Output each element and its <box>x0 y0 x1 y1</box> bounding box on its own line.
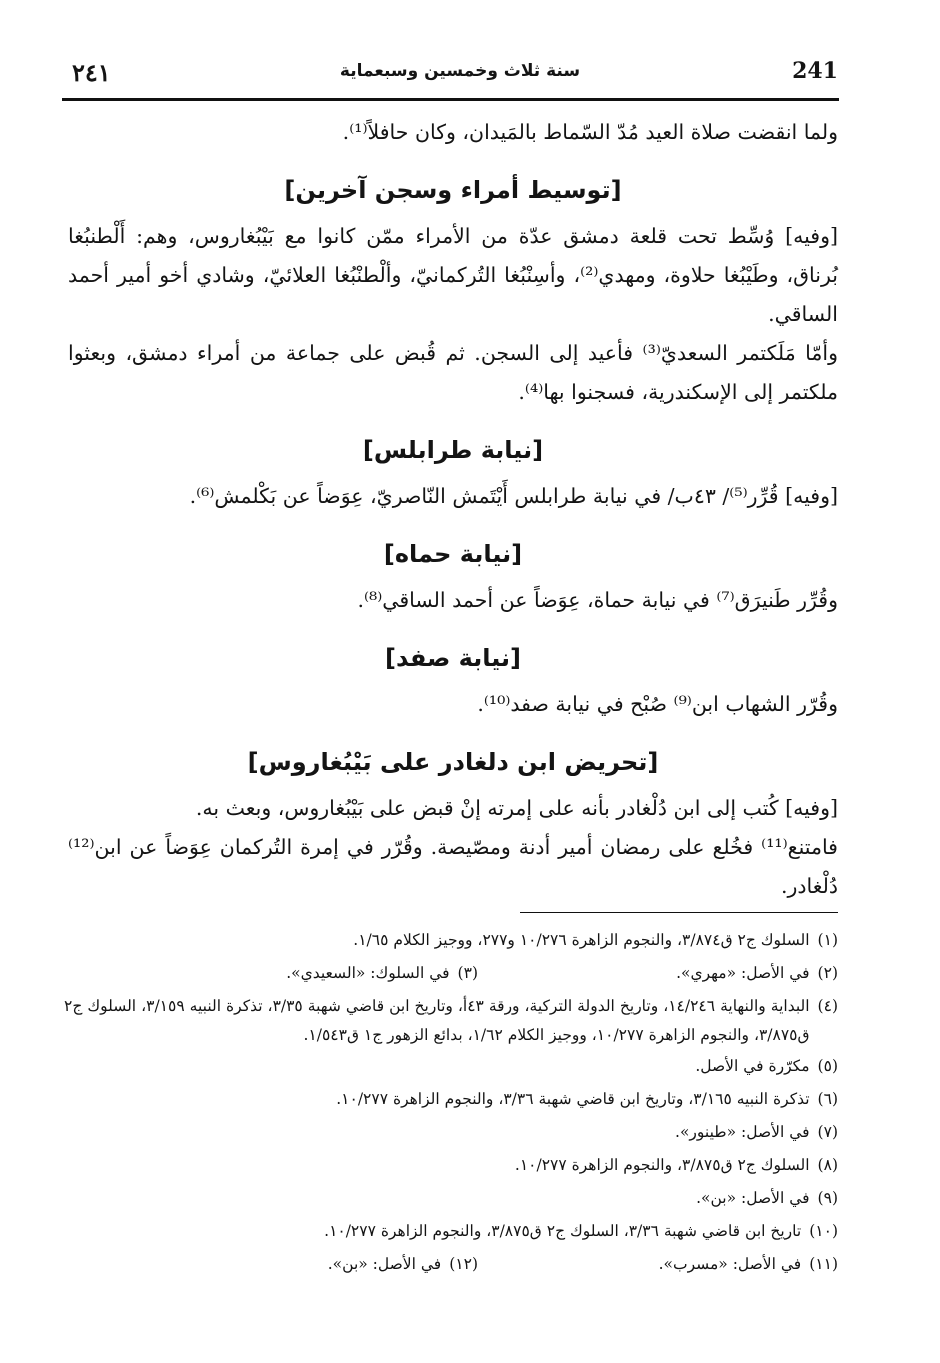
section-heading: [نيابة صفد] <box>384 644 521 672</box>
footnote <box>478 1248 838 1281</box>
footnote-text: السلوك ج٢ ق٣/٨٧٤، والنجوم الزاهرة ١٠/٢٧٦ و٢٧٧، ووجيز الكلام ١/٦٥. <box>353 931 810 949</box>
footnote <box>64 1050 838 1083</box>
footnote-text: في السلوك: «السعيدي». <box>286 964 450 982</box>
footnote-number: (٧) <box>817 1123 838 1141</box>
footnote <box>64 1182 838 1215</box>
footnote-number: (٣) <box>457 964 478 982</box>
main-text <box>68 108 838 906</box>
footnote <box>64 924 838 957</box>
page-number-arabic: ٢٤١ <box>72 58 111 87</box>
footnote-row <box>64 957 838 990</box>
paragraph: [وفيه] كُتب إلى ابن دُلْغادر بأنه على إمرته إنْ قبض على بَيْبُغاروس، وبعث به. <box>195 796 838 820</box>
footnote-text: في الأصل: «مسرب». <box>658 1255 802 1273</box>
footnote-number: (١٢) <box>449 1255 478 1273</box>
footnote-text: مكرّرة في الأصل. <box>695 1057 810 1075</box>
opening-paragraph: ولما انقضت صلاة العيد مُدّ السّماط بالمَيدان، وكان حافلاً⁽¹⁾. <box>342 120 838 144</box>
footnote-text: البداية والنهاية ١٤/٢٤٦، وتاريخ الدولة التركية، ورقة ٤٣أ، وتاريخ ابن قاضي شهبة ٣/٣٥، تذكرة النبيه ٣/١٥٩، السلوك ج٢ ق٣/٨٧٥، والنجوم الزاهرة ١٠/٢٧٧، ووجيز الكلام ١/٦٢، بدائع الزهور ج١ ق١/٥٤٣. <box>64 997 810 1044</box>
footnote <box>64 990 838 1050</box>
footnote-number: (٤) <box>817 997 838 1015</box>
footnote-text: تاريخ ابن قاضي شهبة ٣/٣٦، السلوك ج٢ ق٣/٨٧٥، والنجوم الزاهرة ١٠/٢٧٧. <box>324 1222 802 1240</box>
footnote-number: (٥) <box>817 1057 838 1075</box>
header-rule <box>62 98 839 101</box>
section-heading: [تحريض ابن دلغادر على بَيْبُغاروس] <box>247 748 659 776</box>
footnote-number: (٩) <box>817 1189 838 1207</box>
footnote-number: (٢) <box>817 964 838 982</box>
page-number-latin: 241 <box>792 58 838 84</box>
footnote-text: في الأصل: «بن». <box>327 1255 442 1273</box>
footnote-number: (١) <box>817 931 838 949</box>
footnote-text: السلوك ج٢ ق٣/٨٧٥، والنجوم الزاهرة ١٠/٢٧٧. <box>514 1156 810 1174</box>
footnote-text: في الأصل: «بن». <box>696 1189 810 1207</box>
paragraph: [وفيه] قُرِّر⁽⁵⁾/ ٤٣ب/ في نيابة طرابلس أَيْتَمش النّاصريّ، عِوَضاً عن بَكْلمش⁽⁶⁾. <box>189 484 838 508</box>
footnote <box>64 1149 838 1182</box>
footnote-text: في الأصل: «مهري». <box>676 964 810 982</box>
footnote <box>64 1116 838 1149</box>
running-title: سنة ثلاث وخمسين وسبعماية <box>339 61 581 81</box>
paragraph: وقُرِّر طَنيرَق⁽⁷⁾ في نيابة حماة، عِوَضاً عن أحمد الساقي⁽⁸⁾. <box>357 588 838 612</box>
footnote-number: (١١) <box>809 1255 838 1273</box>
footnote <box>478 957 838 990</box>
footnote-number: (٦) <box>817 1090 838 1108</box>
footnote <box>118 1248 478 1281</box>
footnote-text: في الأصل: «طينور». <box>675 1123 810 1141</box>
paragraph: وقُرّر الشهاب ابن⁽⁹⁾ صُبْح في نيابة صفد⁽¹⁰⁾. <box>477 692 838 716</box>
paragraph: وأمّا مَلَكتمر السعديّ⁽³⁾ فأعيد إلى السجن. ثم قُبض على جماعة من أمراء دمشق، وبعثوا ملكتمر إلى الإسكندرية، فسجنوا بها⁽⁴⁾. <box>68 341 838 404</box>
footnote-number: (٨) <box>817 1156 838 1174</box>
footnote-row <box>64 1248 838 1281</box>
footnote-separator <box>520 912 838 913</box>
footnote-text: تذكرة النبيه ٣/١٦٥، وتاريخ ابن قاضي شهبة ٣/٣٦، والنجوم الزاهرة ١٠/٢٧٧. <box>336 1090 810 1108</box>
section-heading: [نيابة حماه] <box>383 540 523 568</box>
section-heading: [نيابة طرابلس] <box>362 436 544 464</box>
footnotes <box>64 924 838 1281</box>
footnote <box>118 957 478 990</box>
paragraph: فامتنع⁽¹¹⁾ فخُلع على رمضان أمير أدنة ومصّيصة. وقُرّر في إمرة التُركمان عِوَضاً عن ابن⁽¹²⁾ دُلْغادر. <box>68 835 838 898</box>
footnote <box>64 1215 838 1248</box>
footnote <box>64 1083 838 1116</box>
paragraph: [وفيه] وُسِّط تحت قلعة دمشق عدّة من الأمراء ممّن كانوا مع بَيْبُغاروس، وهم: أَلْطنبُغا بُرناق، وطَيْبُغا حلاوة، ومهدي⁽²⁾، وأسِنْبُغا التُركمانيّ، وألْطنْبُغا العلائيّ، وشادي أخو أمير أحمد الساقي. <box>68 224 838 326</box>
section-heading: [توسيط أمراء وسجن آخرين] <box>284 176 622 204</box>
footnote-number: (١٠) <box>809 1222 838 1240</box>
